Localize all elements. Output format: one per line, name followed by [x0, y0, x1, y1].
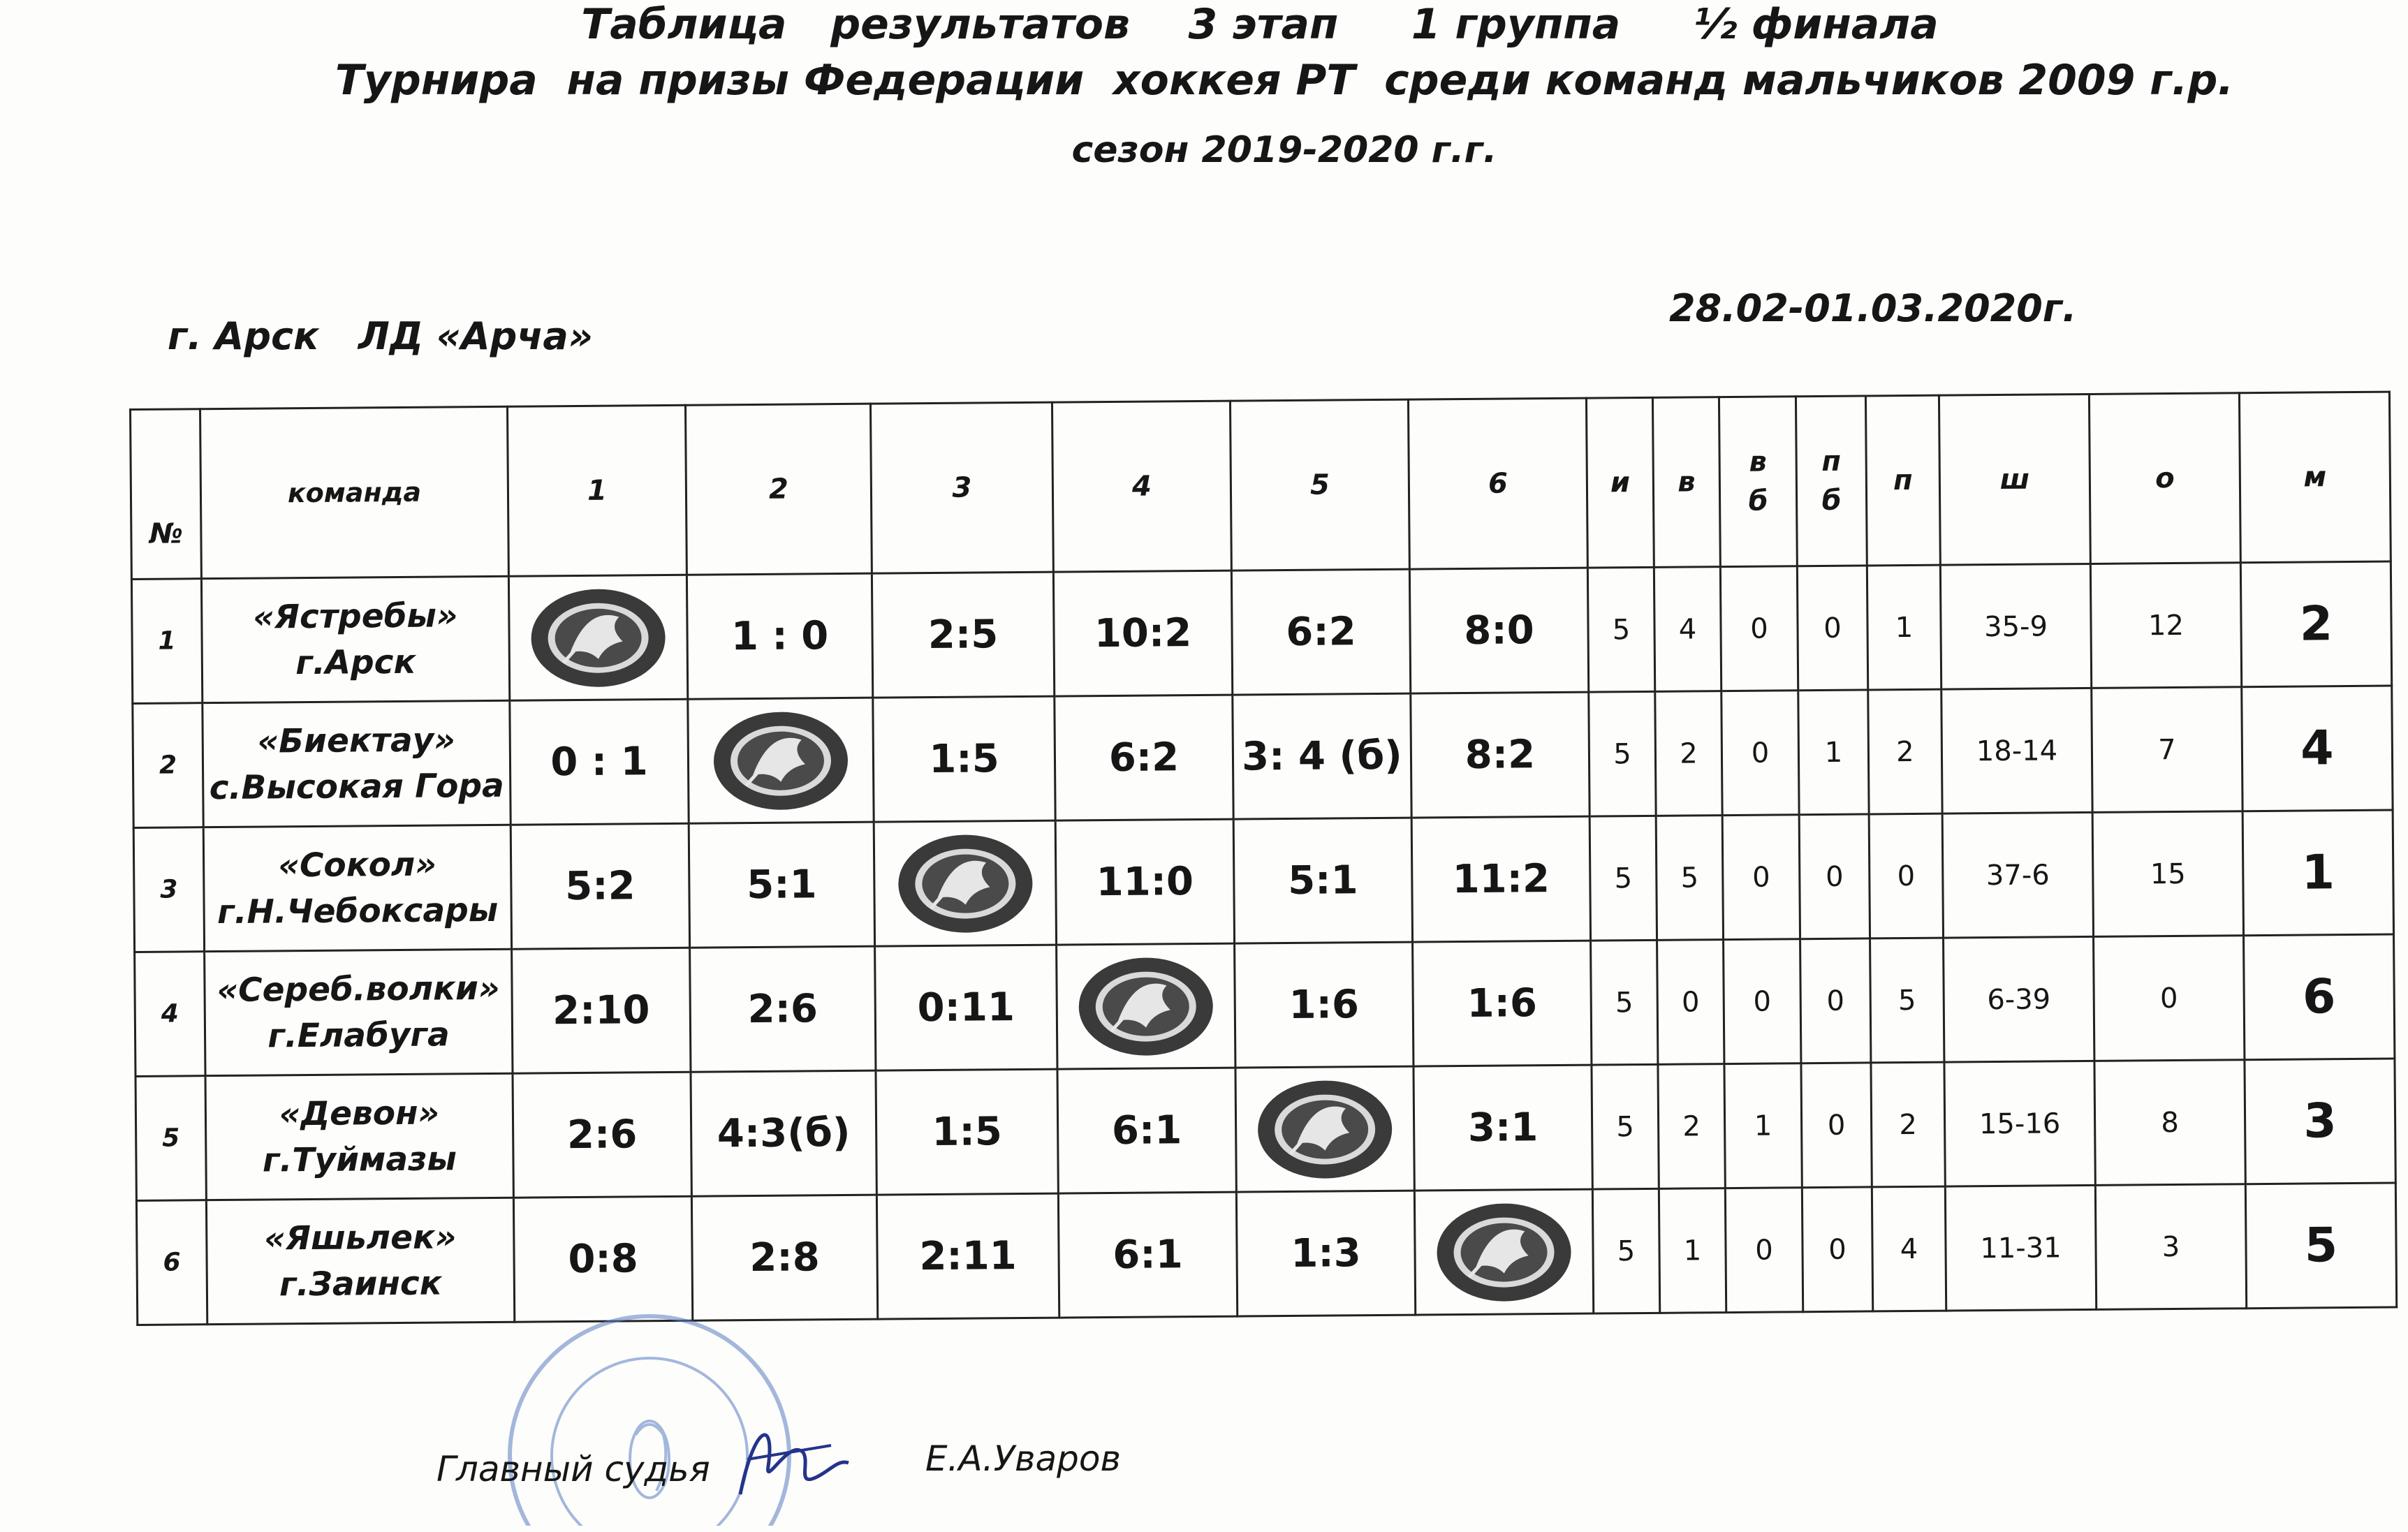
- wins-shootout: 0: [1725, 1188, 1803, 1313]
- match-result: 10:2: [1053, 570, 1232, 696]
- team-city: г.Н.Чебоксары: [216, 890, 499, 931]
- results-table: [129, 391, 2398, 1326]
- match-result: 6:1: [1057, 1068, 1236, 1193]
- losses: 0: [1869, 813, 1943, 938]
- federation-logo-icon: [1075, 953, 1216, 1059]
- match-result: 2:6: [690, 946, 876, 1072]
- match-result: 6:1: [1058, 1192, 1237, 1318]
- goals-ratio: 15-16: [1944, 1061, 2095, 1186]
- team-cell: [203, 825, 511, 951]
- points: 3: [2095, 1184, 2246, 1310]
- col-header-team: команда: [200, 406, 509, 578]
- title-line-1: Таблица результатов 3 этап 1 группа ½ финала: [581, 0, 1939, 49]
- team-name: «Сокол»: [278, 845, 437, 885]
- team-city: г.Арск: [295, 642, 416, 682]
- col-header-games: и: [1586, 397, 1654, 568]
- match-result: 3: 4 (б): [1233, 693, 1411, 819]
- col-header-losses-shootout-a: п: [1821, 445, 1842, 478]
- team-cell: [205, 1073, 513, 1200]
- match-result: 2:6: [513, 1072, 691, 1198]
- col-header-losses: п: [1865, 395, 1940, 566]
- col-header-place: м: [2239, 392, 2391, 563]
- match-result: 2:8: [691, 1195, 877, 1320]
- team-city: г.Туймазы: [262, 1139, 457, 1180]
- row-number: 4: [135, 952, 205, 1077]
- losses: 1: [1867, 565, 1941, 690]
- row-number: 5: [135, 1076, 206, 1201]
- season-line: сезон 2019-2020 г.г.: [1071, 129, 1497, 171]
- goals-ratio: 6-39: [1944, 936, 2094, 1062]
- wins: 4: [1654, 567, 1721, 692]
- wins: 2: [1655, 691, 1722, 816]
- points: 12: [2090, 563, 2241, 688]
- col-header-goals: ш: [1939, 394, 2090, 565]
- points: 8: [2094, 1060, 2245, 1186]
- table-row: [131, 561, 2391, 703]
- wins-shootout: 0: [1720, 566, 1798, 691]
- games-played: 5: [1592, 1188, 1659, 1313]
- federation-logo-icon: [710, 707, 851, 813]
- diagonal-logo-cell: [1057, 943, 1235, 1069]
- games-played: 5: [1590, 816, 1657, 941]
- results-body: [131, 561, 2396, 1325]
- col-header-6: 6: [1408, 398, 1587, 569]
- goals-ratio: 11-31: [1945, 1185, 2096, 1311]
- losses-shootout: 0: [1797, 566, 1867, 691]
- team-cell: [201, 576, 509, 702]
- match-result: 1:6: [1413, 941, 1592, 1066]
- match-result: 5:2: [511, 823, 689, 949]
- losses: 2: [1871, 1062, 1945, 1187]
- table-row: [136, 1183, 2396, 1325]
- team-cell: [206, 1198, 514, 1324]
- match-result: 1:3: [1236, 1191, 1415, 1316]
- losses: 5: [1870, 938, 1944, 1063]
- col-header-wins: в: [1652, 397, 1720, 568]
- federation-logo-icon: [1434, 1199, 1574, 1305]
- final-place: 5: [2245, 1183, 2396, 1309]
- wins-shootout: 1: [1724, 1063, 1802, 1188]
- wins-shootout: 0: [1724, 939, 1801, 1064]
- games-played: 5: [1589, 691, 1656, 816]
- col-header-points: о: [2089, 393, 2240, 564]
- points: 7: [2092, 687, 2242, 813]
- final-place: 2: [2240, 561, 2391, 687]
- match-result: 1:5: [873, 696, 1055, 822]
- col-header-wins-shootout-b: б: [1748, 485, 1768, 517]
- team-city: г.Елабуга: [267, 1015, 450, 1055]
- goals-ratio: 18-14: [1941, 688, 2092, 813]
- match-result: 3:1: [1414, 1065, 1592, 1191]
- match-result: 1:5: [876, 1069, 1058, 1195]
- table-row: [133, 686, 2393, 827]
- match-result: 6:2: [1055, 695, 1233, 820]
- team-cell: [203, 700, 511, 827]
- wins: 0: [1657, 940, 1724, 1065]
- col-header-losses-shootout-b: б: [1821, 484, 1842, 517]
- team-city: с.Высокая Гора: [209, 766, 504, 807]
- col-header-losses-shootout: [1796, 396, 1867, 566]
- row-number: 6: [136, 1200, 207, 1325]
- goals-ratio: 35-9: [1940, 564, 2091, 689]
- team-name: «Биектау»: [257, 720, 456, 761]
- venue: г. Арск ЛД «Арча»: [168, 314, 593, 358]
- games-played: 5: [1587, 567, 1654, 692]
- losses-shootout: 0: [1800, 938, 1871, 1063]
- points: 15: [2092, 811, 2243, 937]
- col-header-1: 1: [507, 405, 687, 576]
- wins-shootout: 0: [1722, 815, 1800, 940]
- match-result: 2:5: [872, 572, 1054, 698]
- diagonal-logo-cell: [1414, 1189, 1593, 1315]
- wins-shootout: 0: [1721, 691, 1799, 816]
- col-header-3: 3: [870, 402, 1053, 573]
- col-header-5: 5: [1230, 399, 1409, 570]
- match-result: 6:2: [1231, 569, 1410, 695]
- final-place: 4: [2242, 686, 2393, 811]
- final-place: 6: [2244, 934, 2395, 1060]
- federation-logo-icon: [895, 830, 1035, 936]
- col-header-wins-shootout: [1719, 397, 1797, 567]
- match-result: 1 : 0: [687, 573, 872, 699]
- match-result: 8:2: [1411, 692, 1590, 818]
- title-line-2: Турнира на призы Федерации хоккея РТ среди команд мальчиков 2009 г.р.: [335, 56, 2234, 105]
- final-place: 1: [2242, 810, 2393, 936]
- match-result: 4:3(б): [691, 1070, 876, 1196]
- table-row: [135, 934, 2395, 1076]
- goals-ratio: 37-6: [1942, 812, 2093, 938]
- losses: 4: [1872, 1186, 1946, 1311]
- col-header-num: №: [131, 409, 202, 580]
- losses: 2: [1868, 689, 1942, 814]
- header-row: [131, 392, 2391, 579]
- team-name: «Девон»: [279, 1093, 440, 1133]
- diagonal-logo-cell: [1235, 1066, 1414, 1192]
- col-header-2: 2: [685, 404, 872, 575]
- row-number: 2: [133, 703, 203, 828]
- losses-shootout: 0: [1802, 1187, 1872, 1312]
- team-name: «Ястребы»: [253, 596, 458, 637]
- team-city: г.Заинск: [279, 1264, 442, 1304]
- wins: 5: [1656, 816, 1723, 941]
- col-header-wins-shootout-a: в: [1749, 445, 1768, 478]
- match-result: 1:6: [1235, 942, 1414, 1068]
- losses-shootout: 0: [1801, 1063, 1872, 1188]
- match-result: 2:11: [876, 1193, 1059, 1319]
- points: 0: [2094, 936, 2245, 1061]
- match-result: 5:1: [689, 822, 874, 948]
- col-header-4: 4: [1052, 401, 1231, 572]
- table-row: [135, 1059, 2395, 1200]
- wins: 1: [1659, 1188, 1726, 1313]
- table-row: [133, 810, 2393, 952]
- tournament-date: 28.02-01.03.2020г.: [1669, 286, 2077, 330]
- match-result: 0:11: [875, 945, 1057, 1070]
- match-result: 0 : 1: [510, 699, 689, 825]
- losses-shootout: 0: [1799, 814, 1870, 939]
- match-result: 8:0: [1409, 568, 1588, 693]
- match-result: 11:2: [1411, 816, 1590, 942]
- team-name: «Яшьлек»: [264, 1217, 457, 1258]
- games-played: 5: [1591, 940, 1658, 1065]
- row-number: 1: [131, 579, 202, 704]
- team-cell: [205, 949, 513, 1075]
- wins: 2: [1658, 1064, 1725, 1189]
- federation-logo-icon: [1255, 1076, 1395, 1182]
- diagonal-logo-cell: [508, 575, 687, 700]
- team-name: «Сереб.волки»: [216, 968, 500, 1010]
- games-played: 5: [1592, 1064, 1659, 1189]
- match-result: 0:8: [513, 1196, 692, 1322]
- diagonal-logo-cell: [874, 820, 1056, 946]
- signature-icon: [726, 1411, 852, 1515]
- federation-logo-icon: [528, 584, 668, 691]
- chief-judge-label: Главный судья: [436, 1449, 710, 1489]
- row-number: 3: [133, 827, 204, 952]
- final-place: 3: [2245, 1059, 2395, 1184]
- match-result: 2:10: [512, 948, 691, 1073]
- chief-judge-name: Е.А.Уваров: [925, 1438, 1121, 1479]
- diagonal-logo-cell: [688, 698, 874, 823]
- match-result: 11:0: [1055, 819, 1234, 945]
- losses-shootout: 1: [1798, 690, 1869, 815]
- match-result: 5:1: [1233, 818, 1412, 943]
